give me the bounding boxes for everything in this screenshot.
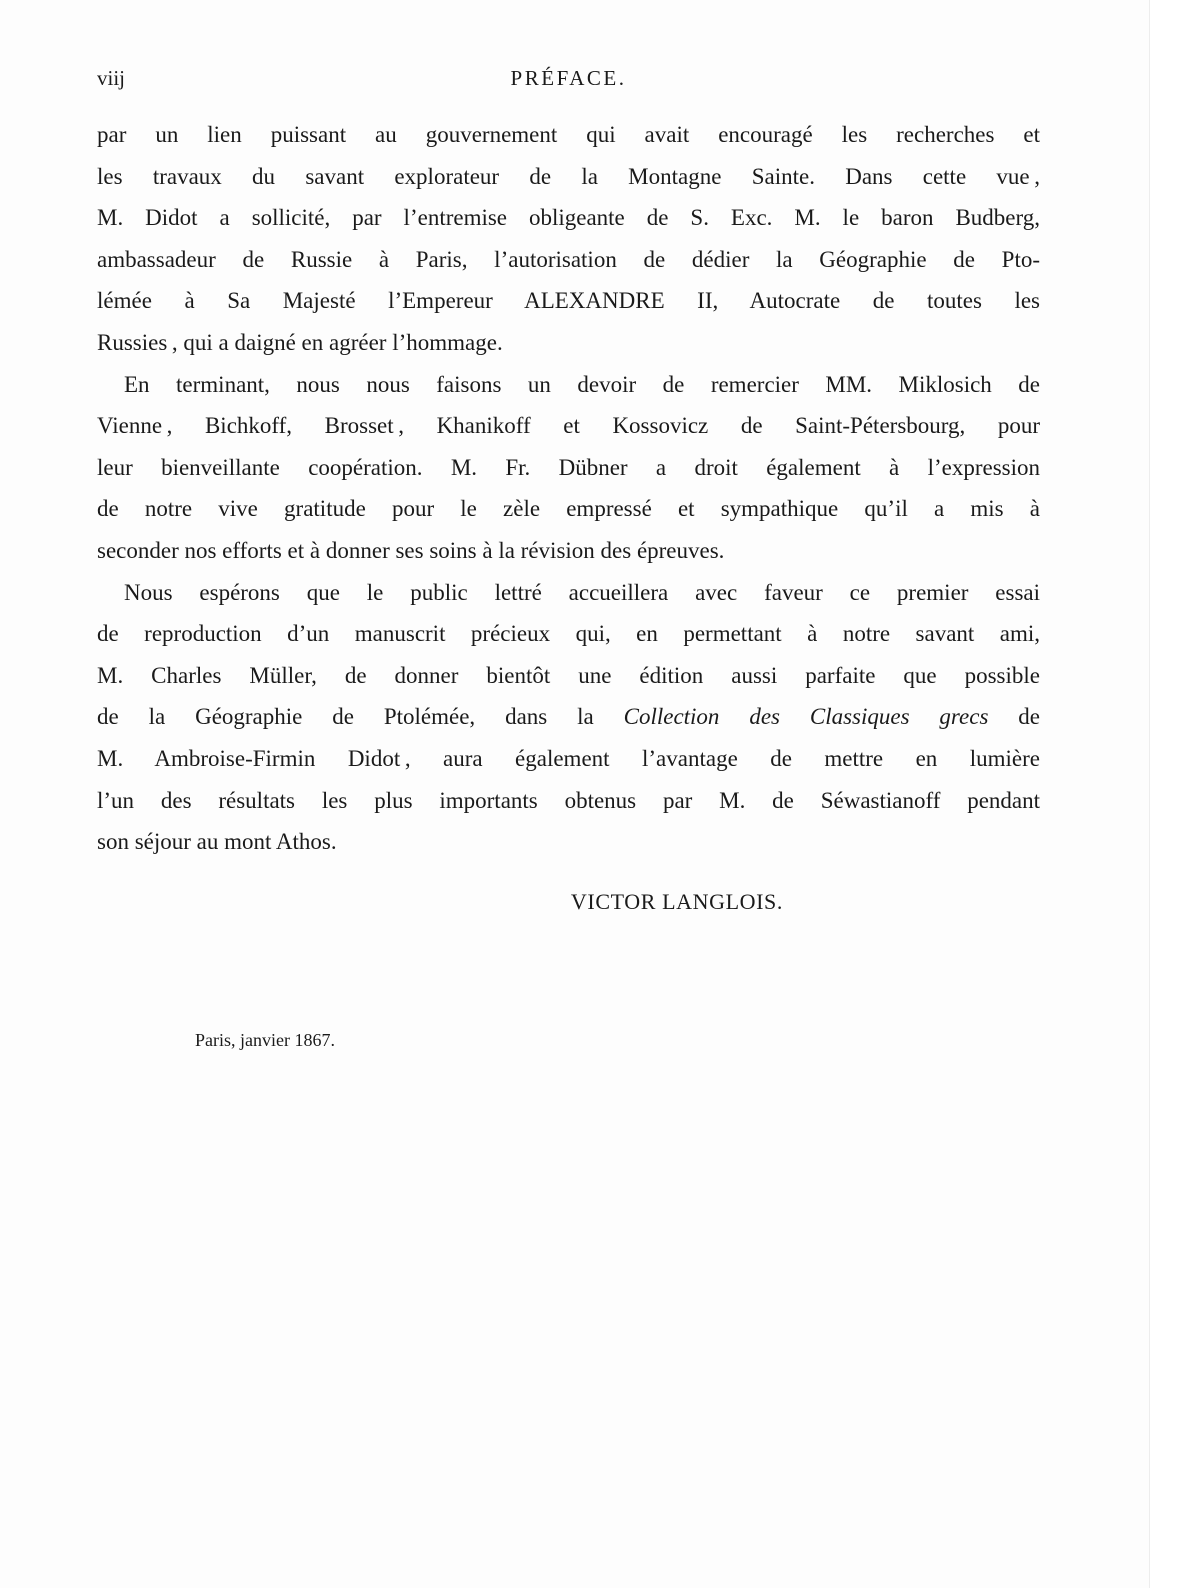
text-segment: M. Charles Müller, de donner bientôt une édition aussi parfaite que possible [97,662,1040,688]
text-segment: l’un des résultats les plus importants obtenus par M. de Séwastianoff pendant [97,787,1040,813]
text-segment: Russies , qui a daigné en agréer l’hommage. [97,329,503,355]
page-title: PRÉFACE. [510,66,627,90]
text-line [97,114,1040,156]
text-line [97,405,1040,447]
text-line [97,696,1040,738]
text-line [97,447,1040,489]
text-line [97,613,1040,655]
text-line [97,364,1040,406]
text-line [97,239,1040,281]
text-segment: Vienne , Bichkoff, Brosset , Khanikoff et Kossovicz de Saint-Pétersbourg, pour [97,413,1040,439]
text-line [97,280,1040,322]
text-line [97,530,1040,572]
text-segment: En terminant, nous nous faisons un devoir de remercier MM. Miklosich de [124,371,1040,397]
text-segment: leur bienveillante coopération. M. Fr. Dübner a droit également à l’expression [97,454,1040,480]
text-line [97,821,1040,863]
text-line [97,488,1040,530]
italic-text-segment: Collection des Classiques grecs [623,704,989,730]
text-segment: M. Ambroise-Firmin Didot , aura également l’avantage de mettre en lumière [97,745,1040,771]
text-segment: son séjour au mont Athos. [97,829,337,855]
paragraph [97,114,1040,364]
page-header [97,64,1040,92]
text-segment: de la Géographie de Ptolémée, dans la [97,704,624,730]
text-line [97,156,1040,198]
text-line [97,572,1040,614]
paragraph [97,572,1040,863]
author-signature: VICTOR LANGLOIS. [570,888,783,914]
text-segment: ambassadeur de Russie à Paris, l’autorisation de dédier la Géographie de Pto- [97,246,1040,272]
text-segment: de notre vive gratitude pour le zèle empressé et sympathique qu’il a mis à [97,496,1040,522]
text-segment: par un lien puissant au gouvernement qui avait encouragé les recherches et [97,122,1040,147]
text-line [97,322,1040,364]
text-segment: de [988,704,1041,730]
text-line [97,197,1040,239]
text-segment: M. Didot a sollicité, par l’entremise obligeante de S. Exc. M. le baron Budberg, [97,205,1040,231]
text-segment: Nous espérons que le public lettré accueillera avec faveur ce premier essai [124,579,1040,605]
paragraph [97,364,1040,572]
text-segment: seconder nos efforts et à donner ses soins à la révision des épreuves. [97,537,725,563]
dateline: Paris, janvier 1867. [195,1029,335,1050]
text-line [97,655,1040,697]
page-body [97,114,1040,863]
text-segment: lémée à Sa Majesté l’Empereur ALEXANDRE II, Autocrate de toutes les [97,288,1040,314]
text-segment: les travaux du savant explorateur de la Montagne Sainte. Dans cette vue , [97,163,1040,189]
text-segment: de reproduction d’un manuscrit précieux qui, en permettant à notre savant ami, [97,621,1040,647]
page-number: viij [97,66,126,90]
text-line [97,780,1040,822]
text-line [97,738,1040,780]
